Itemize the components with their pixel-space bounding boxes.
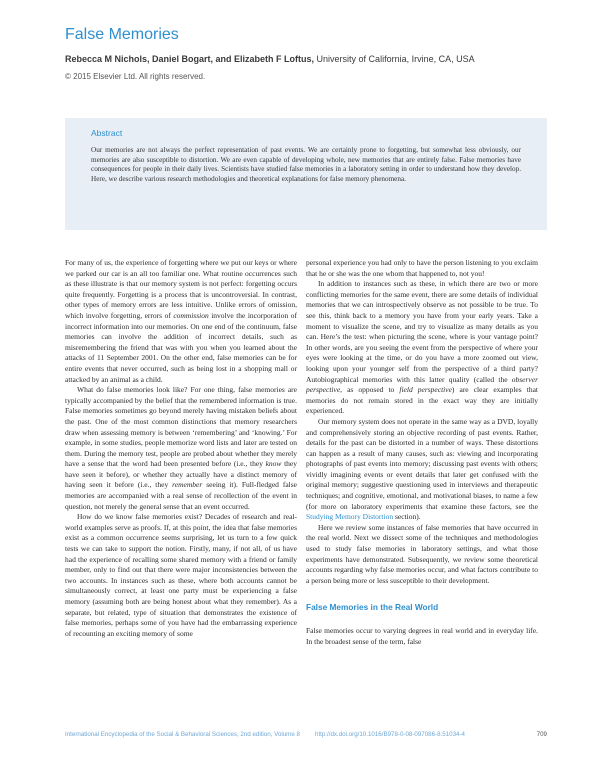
text-run: seeing it). Full-fledged false memories are accompanied with a real sense of recollection of the event in question, not merely the general sense that an event occurred.	[65, 480, 297, 511]
author-line	[65, 54, 475, 64]
author-names: Rebecca M Nichols, Daniel Bogart, and Elizabeth F Loftus,	[65, 54, 315, 64]
emphasis: commission	[173, 310, 209, 320]
copyright-notice: © 2015 Elsevier Ltd. All rights reserved.	[65, 72, 206, 81]
abstract-text: Our memories are not always the perfect representation of past events. We are certainly prone to forgetting, but somewhat less obviously, our memories are also susceptible to distortion. We are even capable of developing whole, new memories that are entirely false. False memories have consequences for people in their daily lives. Scientists have studied false memories in a laboratory setting in order to understand how they develop. Here, we describe various research methodologies and theoretical explanations for false memory phenomena.	[91, 146, 521, 183]
text-run: , as opposed to	[340, 385, 400, 395]
paragraph	[65, 258, 297, 385]
paragraph: personal experience you had only to have the person listening to you exclaim that he or she was the one whom that happened to, not you!	[306, 258, 538, 278]
text-run: For many of us, the experience of forgetting where we put our keys or where we parked our car is an all too familiar one. What routine occurrences such as these illustrate is that our memory system is not perfect: forgetting occurs quite frequently. Forgetting is a process that is uncontroversial. In contrast, other types of memory errors are less intuitive. Unlike errors of omission, which involve forgetting, errors of	[65, 258, 297, 320]
abstract-box	[65, 118, 547, 230]
paragraph: Here we review some instances of false memories that have occurred in the real world. Next we dissect some of the techniques and methodologies used to study false memories in laboratory settings, and what those experiments have demonstrated. Subsequently, we review some theoretical accounts regarding why false memories occur, and what factors contribute to a person being more or less susceptible to their development.	[306, 522, 538, 585]
paragraph: How do we know false memories exist? Decades of research and real-world examples serve as proofs. If, at this point, the idea that false memories exist as a common occurrence seems surprising, let us turn to a few quick tests we can take to support the notion. Firstly, many, if not all, of us have had the experience of recalling some shared memory with a friend or family member, only to find out that there were major inconsistencies between the two accounts. In instances such as these, where both accounts cannot be simultaneously correct, at least one party must be experiencing a false memory (assuming both are being honest about what they remember). As a separate, but related, type of situation that demonstrates the existence of false memories, perhaps some of you have had the embarrassing experience of recounting an exciting memory of some	[65, 512, 297, 638]
paragraph	[306, 417, 538, 523]
paragraph	[65, 385, 297, 512]
page-footer	[65, 731, 547, 738]
text-run: Our memory system does not operate in the same way as a DVD, loyally and comprehensively storing an objective recording of past events. Rather, details for the past can be distorted in a number of ways. These distortions can happen as a result of many causes, such as: viewing and incorporating photographs of past events into memory; discussing past events with others; vividly imagining events or event details that later get confused with the original memory; suggestive questioning used in interviews and therapeutic techniques; and cognitive, emotional, and motivational biases, to name a few (for more on laboratory experiments that examine these factors, see the	[306, 416, 538, 511]
body-column-right	[306, 258, 538, 648]
text-run: involve the incorporation of incorrect information into our memories. On one end of the continuum, false memories can involve the addition of incorrect details, such as misremembering the friend that was with you when you learned about the attacks of 11 September 2001. On the other end, false memories can be for entire events that never occurred, such as being lost in a shopping mall or attacked by an animal as a child.	[65, 310, 297, 384]
article-title: False Memories	[65, 26, 179, 43]
text-run: What do false memories look like? For one thing, false memories are typically accompanied by the belief that the remembered information is true. False memories sometimes go beyond merely having mistaken beliefs about the past. One of the most common distinctions that memory researchers draw when assessing memory is between ‘remembering’ and ‘knowing.’ For example, in some studies, people memorize word lists and later are tested on them. During the memory test, people are probed about whether they merely have a sense that the word had been presented before (i.e., they	[65, 385, 297, 469]
emphasis: observer perspective	[306, 374, 538, 395]
section-heading: False Memories in the Real World	[306, 602, 439, 613]
footer-source: International Encyclopedia of the Social & Behavioral Sciences, 2nd edition, Volume 8	[65, 731, 300, 738]
author-affiliation: University of California, Irvine, CA, USA	[314, 54, 475, 64]
footer-doi-link[interactable]: http://dx.doi.org/10.1016/B978-0-08-097086-8.51034-4	[315, 731, 465, 738]
section-link[interactable]: Studying Memory Distortion	[306, 512, 394, 522]
paragraph	[306, 279, 538, 417]
text-run: In addition to instances such as these, in which there are two or more conflicting memories for the same event, there are some details of individual memories that we can introspectively observe as not possible to be true. To see this, think back to a memory you have from your early years. Take a moment to visualize the scene, and try to visualize as many details as you can. Here’s the test: when picturing the scene, where is your vantage point? In other words, are you seeing the event from the perspective of where your eyes were looking at the time, or do you have a more zoomed out view, looking upon your younger self from the perspective of a third party? Autobiographical memories with this latter quality (called the	[306, 279, 538, 384]
emphasis: know	[265, 459, 282, 469]
text-run: section).	[393, 512, 421, 522]
body-column-left	[65, 258, 297, 639]
emphasis: field perspective	[399, 385, 452, 395]
paragraph: False memories occur to varying degrees in real world and in everyday life. In the broadest sense of the term, false	[306, 626, 538, 646]
page-number: 709	[536, 731, 547, 738]
text-run: ) are clear examples that memories do not remain stored in the exact way they are initially experienced.	[306, 385, 538, 416]
abstract-heading: Abstract	[91, 128, 123, 138]
emphasis: remember	[172, 480, 203, 490]
text-run: they have seen it before), or whether they actually have a distinct memory of having seen it before (i.e., they	[65, 459, 297, 490]
